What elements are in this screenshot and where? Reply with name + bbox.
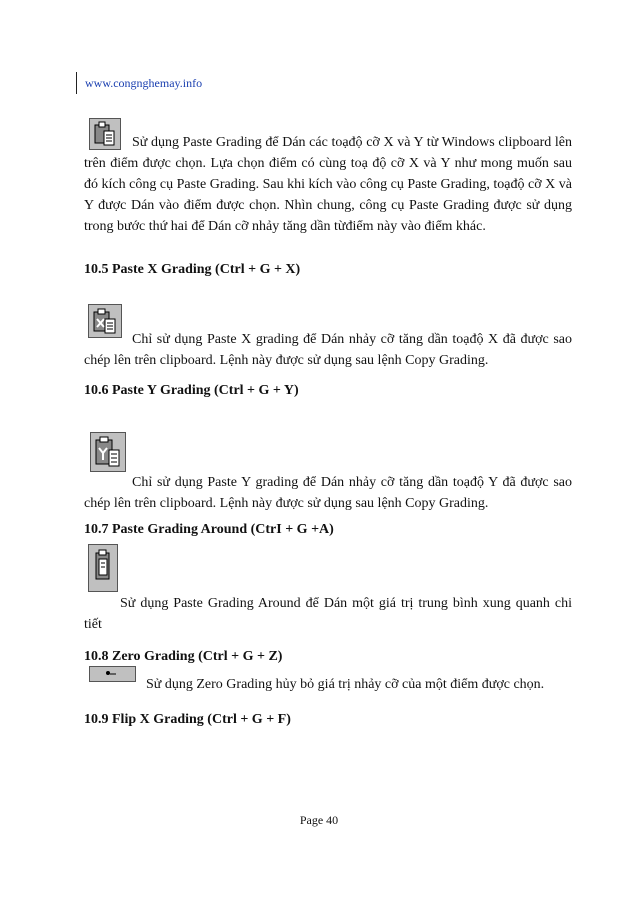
header-rule [76,72,77,94]
paste-grading-around-icon [88,544,118,592]
heading-paste-grading-around: 10.7 Paste Grading Around (CtrI + G +A) [84,522,334,537]
heading-flip-x-grading: 10.9 Flip X Grading (Ctrl + G + F) [84,712,291,727]
heading-paste-x-grading: 10.5 Paste X Grading (Ctrl + G + X) [84,262,301,277]
paste-y-grading-paragraph: Chỉ sử dụng Paste Y grading để Dán nhảy cỡ tăng dần toạđộ Y đã được sao chép lên trên clipboard. Lệnh này được sử dụng sau lệnh Copy Grading. [84,475,572,511]
heading-paste-y-grading: 10.6 Paste Y Grading (Ctrl + G + Y) [84,383,299,398]
paste-x-grading-paragraph: Chỉ sử dụng Paste X grading để Dán nhảy cỡ tăng dần toạđộ X đã được sao chép lên trên clipboard. Lệnh này được sử dụng sau lệnh Copy Grading. [84,332,572,368]
page-number: Page 40 [299,813,339,827]
zero-grading-paragraph: Sử dụng Zero Grading hủy bỏ giá trị nhảy cỡ của một điểm được chọn. [146,677,545,692]
paste-y-grading-icon [90,432,126,472]
zero-grading-icon [89,666,136,682]
heading-zero-grading: 10.8 Zero Grading (Ctrl + G + Z) [84,649,283,664]
website-link[interactable]: www.congnghemay.info [85,76,203,90]
paste-grading-around-paragraph: Sử dụng Paste Grading Around để Dán một giá trị trung bình xung quanh chi tiết [84,596,572,632]
intro-paragraph: Sử dụng Paste Grading để Dán các toạđộ cỡ X và Y từ Windows clipboard lên trên điểm được chọn. Lựa chọn điểm có cùng toạ độ cỡ X và Y như mong muốn sau đó kích công cụ Paste Grading. Sau khi kích vào công cụ Paste Grading, toạđộ cỡ X và Y được Dán vào điểm được chọn. Nhìn chung, công cụ Paste Grading được sử dụng trong bước thứ hai để Dán cỡ nhảy tăng dần từđiểm này vào điểm khác. [84,135,572,234]
